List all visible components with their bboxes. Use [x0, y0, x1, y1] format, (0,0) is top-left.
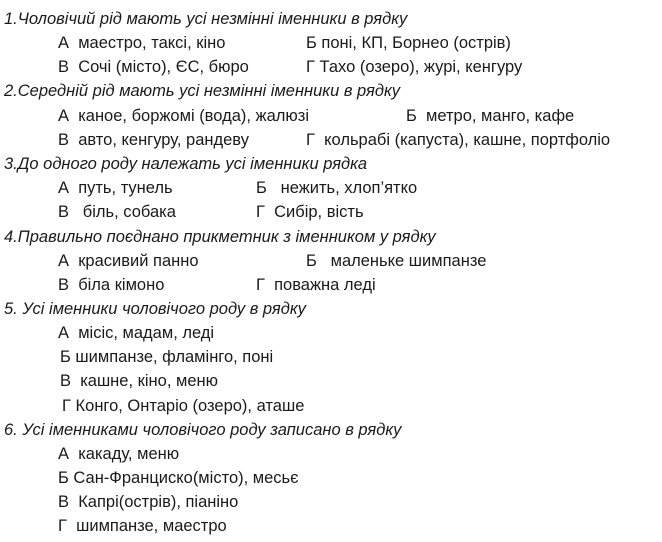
- question-4-title: 4.Правильно поєднано прикметник з іменником у рядку: [4, 228, 436, 246]
- q1-option-b[interactable]: [306, 33, 511, 53]
- option-letter: В: [58, 58, 70, 76]
- option-letter: А: [58, 107, 70, 125]
- option-text: біла кімоно: [78, 276, 165, 294]
- option-text: Капрі(острів), піаніно: [78, 493, 239, 511]
- q4-option-b[interactable]: [306, 251, 486, 271]
- question-2-title: 2.Середній рід мають усі незмінні іменники в рядку: [4, 82, 400, 100]
- option-text: поважна леді: [274, 276, 376, 294]
- option-letter: Б: [306, 252, 317, 270]
- q1-option-v[interactable]: [58, 57, 249, 77]
- option-text: нежить, хлоп’ятко: [280, 179, 418, 197]
- option-text: Конго, Онтаріо (озеро), аташе: [75, 397, 305, 415]
- q6-option-g[interactable]: [58, 516, 227, 536]
- option-letter: Г: [62, 397, 71, 415]
- option-letter: А: [58, 252, 70, 270]
- option-text: поні, КП, Борнео (острів): [321, 34, 511, 52]
- option-text: авто, кенгуру, рандеву: [78, 131, 249, 149]
- option-text: красивий панно: [78, 252, 199, 270]
- option-text: Сочі (місто), ЄС, бюро: [78, 58, 249, 76]
- option-letter: Б: [406, 107, 417, 125]
- option-letter: Г: [58, 517, 67, 535]
- q6-option-b[interactable]: [58, 468, 299, 488]
- q1-option-a[interactable]: [58, 33, 225, 53]
- q3-option-b[interactable]: [256, 178, 417, 198]
- option-text: біль, собака: [82, 203, 176, 221]
- question-5-title: 5. Усі іменники чоловічого роду в рядку: [4, 300, 306, 318]
- option-text: Тахо (озеро), журі, кенгуру: [319, 58, 523, 76]
- option-letter: В: [58, 276, 70, 294]
- option-letter: Б: [256, 179, 267, 197]
- option-letter: А: [58, 179, 70, 197]
- option-text: шимпанзе, маестро: [76, 517, 227, 535]
- question-6-title: 6. Усі іменниками чоловічого роду записано в рядку: [4, 421, 402, 439]
- option-text: місіс, мадам, леді: [78, 324, 215, 342]
- option-text: маестро, таксі, кіно: [78, 34, 226, 52]
- q6-option-a[interactable]: [58, 444, 179, 464]
- option-letter: Г: [306, 58, 315, 76]
- q5-option-a[interactable]: [58, 323, 214, 343]
- option-text: метро, манго, кафе: [426, 107, 575, 125]
- option-letter: Г: [256, 203, 265, 221]
- option-text: Сибір, вість: [274, 203, 364, 221]
- option-letter: Б: [58, 469, 69, 487]
- q2-option-b[interactable]: [406, 106, 574, 126]
- q2-option-v[interactable]: [58, 130, 249, 150]
- q2-option-g[interactable]: [306, 130, 610, 150]
- option-text: кольрабі (капуста), кашне, портфоліо: [324, 131, 611, 149]
- option-text: маленьке шимпанзе: [330, 252, 487, 270]
- option-text: путь, тунель: [78, 179, 173, 197]
- option-letter: Г: [306, 131, 315, 149]
- option-text: какаду, меню: [78, 445, 180, 463]
- question-1-title: 1.Чоловічий рід мають усі незмінні іменники в рядку: [4, 10, 408, 28]
- option-letter: Б: [60, 348, 71, 366]
- q6-option-v[interactable]: [58, 492, 238, 512]
- q5-option-b[interactable]: [60, 347, 273, 367]
- option-letter: Б: [306, 34, 317, 52]
- option-letter: В: [60, 372, 72, 390]
- q5-option-v[interactable]: [60, 371, 218, 391]
- option-letter: А: [58, 445, 70, 463]
- q5-option-g[interactable]: [62, 396, 304, 416]
- q4-option-v[interactable]: [58, 275, 164, 295]
- option-text: каное, боржомі (вода), жалюзі: [78, 107, 309, 125]
- option-letter: В: [58, 203, 70, 221]
- q2-option-a[interactable]: [58, 106, 309, 126]
- q4-option-a[interactable]: [58, 251, 199, 271]
- q1-option-g[interactable]: [306, 57, 522, 77]
- option-letter: В: [58, 493, 70, 511]
- q4-option-g[interactable]: [256, 275, 376, 295]
- q3-option-v[interactable]: [58, 202, 176, 222]
- option-text: кашне, кіно, меню: [80, 372, 218, 390]
- option-letter: В: [58, 131, 70, 149]
- option-text: Сан-Франциско(місто), месьє: [73, 469, 299, 487]
- question-3-title: 3.До одного роду належать усі іменники рядка: [4, 155, 368, 173]
- q3-option-a[interactable]: [58, 178, 173, 198]
- option-letter: А: [58, 324, 70, 342]
- option-text: шимпанзе, фламінго, поні: [75, 348, 274, 366]
- option-letter: А: [58, 34, 70, 52]
- q3-option-g[interactable]: [256, 202, 364, 222]
- option-letter: Г: [256, 276, 265, 294]
